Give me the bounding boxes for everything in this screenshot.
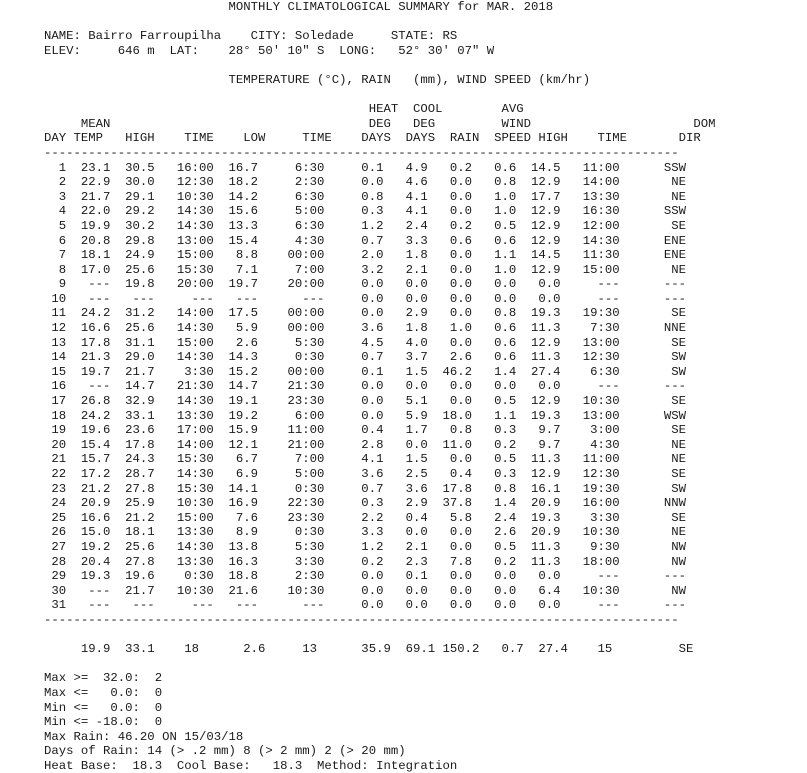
table-row: 5 19.9 30.2 14:30 13.3 6:30 1.2 2.4 0.2 0.5 12.9 12:00 SE: [44, 218, 687, 233]
station-info-line-2: ELEV: 646 m LAT: 28° 50' 10" S LONG: 52° 30' 07" W: [44, 43, 495, 58]
table-row: 4 22.0 29.2 14:30 15.6 5:00 0.3 4.1 0.0 1.0 12.9 16:30 SSW: [44, 204, 687, 219]
climate-summary-report: [44, 0, 716, 773]
summary-footer: [44, 671, 457, 773]
table-row: 17 26.8 32.9 14:30 19.1 23:30 0.0 5.1 0.0 0.5 12.9 10:30 SE: [44, 394, 687, 409]
table-separator: --------------------------------------------------------------------------------------: [44, 145, 679, 160]
table-row: 25 16.6 21.2 15:00 7.6 23:30 2.2 0.4 5.8 2.4 19.3 3:30 SE: [44, 510, 687, 525]
daily-rows: [44, 161, 686, 613]
table-row: 16 --- 14.7 21:30 14.7 21:30 0.0 0.0 0.0 0.0 0.0 --- ---: [44, 379, 687, 394]
footer-line: Min <= 0.0: 0: [44, 700, 163, 715]
table-row: 14 21.3 29.0 14:30 14.3 0:30 0.7 3.7 2.6 0.6 11.3 12:30 SW: [44, 350, 687, 365]
table-row: 9 --- 19.8 20:00 19.7 20:00 0.0 0.0 0.0 0.0 0.0 --- ---: [44, 277, 687, 292]
table-row: 27 19.2 25.6 14:30 13.8 5:30 1.2 2.1 0.0 0.5 11.3 9:30 NW: [44, 539, 687, 554]
table-row: 6 20.8 29.8 13:00 15.4 4:30 0.7 3.3 0.6 0.6 12.9 14:30 ENE: [44, 233, 687, 248]
table-row: 8 17.0 25.6 15:30 7.1 7:00 3.2 2.1 0.0 1.0 12.9 15:00 NE: [44, 262, 687, 277]
table-row: 2 22.9 30.0 12:30 18.2 2:30 0.0 4.6 0.0 0.8 12.9 14:00 NE: [44, 175, 687, 190]
table-row: 15 19.7 21.7 3:30 15.2 00:00 0.1 1.5 46.2 1.4 27.4 6:30 SW: [44, 364, 687, 379]
table-row: 18 24.2 33.1 13:30 19.2 6:00 0.0 5.9 18.0 1.1 19.3 13:00 WSW: [44, 408, 687, 423]
table-row: 12 16.6 25.6 14:30 5.9 00:00 3.6 1.8 1.0 0.6 11.3 7:30 NNE: [44, 321, 687, 336]
table-row: 20 15.4 17.8 14:00 12.1 21:00 2.8 0.0 11.0 0.2 9.7 4:30 NE: [44, 437, 687, 452]
table-row: 3 21.7 29.1 10:30 14.2 6:30 0.8 4.1 0.0 1.0 17.7 13:30 NE: [44, 189, 687, 204]
table-row: 11 24.2 31.2 14:00 17.5 00:00 0.0 2.9 0.0 0.8 19.3 19:30 SE: [44, 306, 687, 321]
table-row: 30 --- 21.7 10:30 21.6 10:30 0.0 0.0 0.0 0.0 6.4 10:30 NW: [44, 583, 687, 598]
table-row: 28 20.4 27.8 13:30 16.3 3:30 0.2 2.3 7.8 0.2 11.3 18:00 NW: [44, 554, 687, 569]
table-row: 29 19.3 19.6 0:30 18.8 2:30 0.0 0.1 0.0 0.0 0.0 --- ---: [44, 569, 687, 584]
units-line: TEMPERATURE (°C), RAIN (mm), WIND SPEED (km/hr): [44, 72, 591, 87]
footer-line: Days of Rain: 14 (> .2 mm) 8 (> 2 mm) 2 (> 20 mm): [44, 744, 406, 759]
table-row: 21 15.7 24.3 15:30 6.7 7:00 4.1 1.5 0.0 0.5 11.3 11:00 NE: [44, 452, 687, 467]
table-row: 19 19.6 23.6 17:00 15.9 11:00 0.4 1.7 0.8 0.3 9.7 3:00 SE: [44, 423, 687, 438]
table-row: 1 23.1 30.5 16:00 16.7 6:30 0.1 4.9 0.2 0.6 14.5 11:00 SSW: [44, 160, 687, 175]
table-row: 23 21.2 27.8 15:30 14.1 0:30 0.7 3.6 17.8 0.8 16.1 19:30 SW: [44, 481, 687, 496]
totals-row: 19.9 33.1 18 2.6 13 35.9 69.1 150.2 0.7 27.4 15 SE: [44, 642, 694, 657]
table-row: 24 20.9 25.9 10:30 16.9 22:30 0.3 2.9 37.8 1.4 20.9 16:00 NNW: [44, 496, 687, 511]
table-row: 22 17.2 28.7 14:30 6.9 5:00 3.6 2.5 0.4 0.3 12.9 12:30 SE: [44, 467, 687, 481]
report-title: MONTHLY CLIMATOLOGICAL SUMMARY for MAR. 2018: [44, 0, 554, 14]
table-row: 26 15.0 18.1 13:30 8.9 0:30 3.3 0.0 0.0 2.6 20.9 10:30 NE: [44, 525, 687, 540]
column-header-line: MEAN DEG DEG WIND DOM: [44, 116, 716, 131]
table-row: 10 --- --- --- --- --- 0.0 0.0 0.0 0.0 0.0 --- ---: [44, 291, 687, 306]
column-header-line: DAY TEMP HIGH TIME LOW TIME DAYS DAYS RAIN SPEED HIGH TIME DIR: [44, 131, 701, 146]
table-row: 13 17.8 31.1 15:00 2.6 5:30 4.5 4.0 0.0 0.6 12.9 13:00 SE: [44, 335, 687, 350]
station-info-line-1: NAME: Bairro Farroupilha CITY: Soledade STATE: RS: [44, 29, 458, 44]
footer-line: Min <= -18.0: 0: [44, 715, 163, 730]
footer-line: Heat Base: 18.3 Cool Base: 18.3 Method: Integration: [44, 758, 458, 773]
footer-line: Max >= 32.0: 2: [44, 671, 163, 686]
table-row: 7 18.1 24.9 15:00 8.8 00:00 2.0 1.8 0.0 1.1 14.5 11:30 ENE: [44, 248, 687, 263]
footer-line: Max Rain: 46.20 ON 15/03/18: [44, 729, 244, 744]
table-row: 31 --- --- --- --- --- 0.0 0.0 0.0 0.0 0.0 --- ---: [44, 598, 687, 613]
footer-line: Max <= 0.0: 0: [44, 685, 163, 700]
column-header-line: HEAT COOL AVG: [44, 102, 524, 117]
table-separator: --------------------------------------------------------------------------------------: [44, 612, 679, 627]
